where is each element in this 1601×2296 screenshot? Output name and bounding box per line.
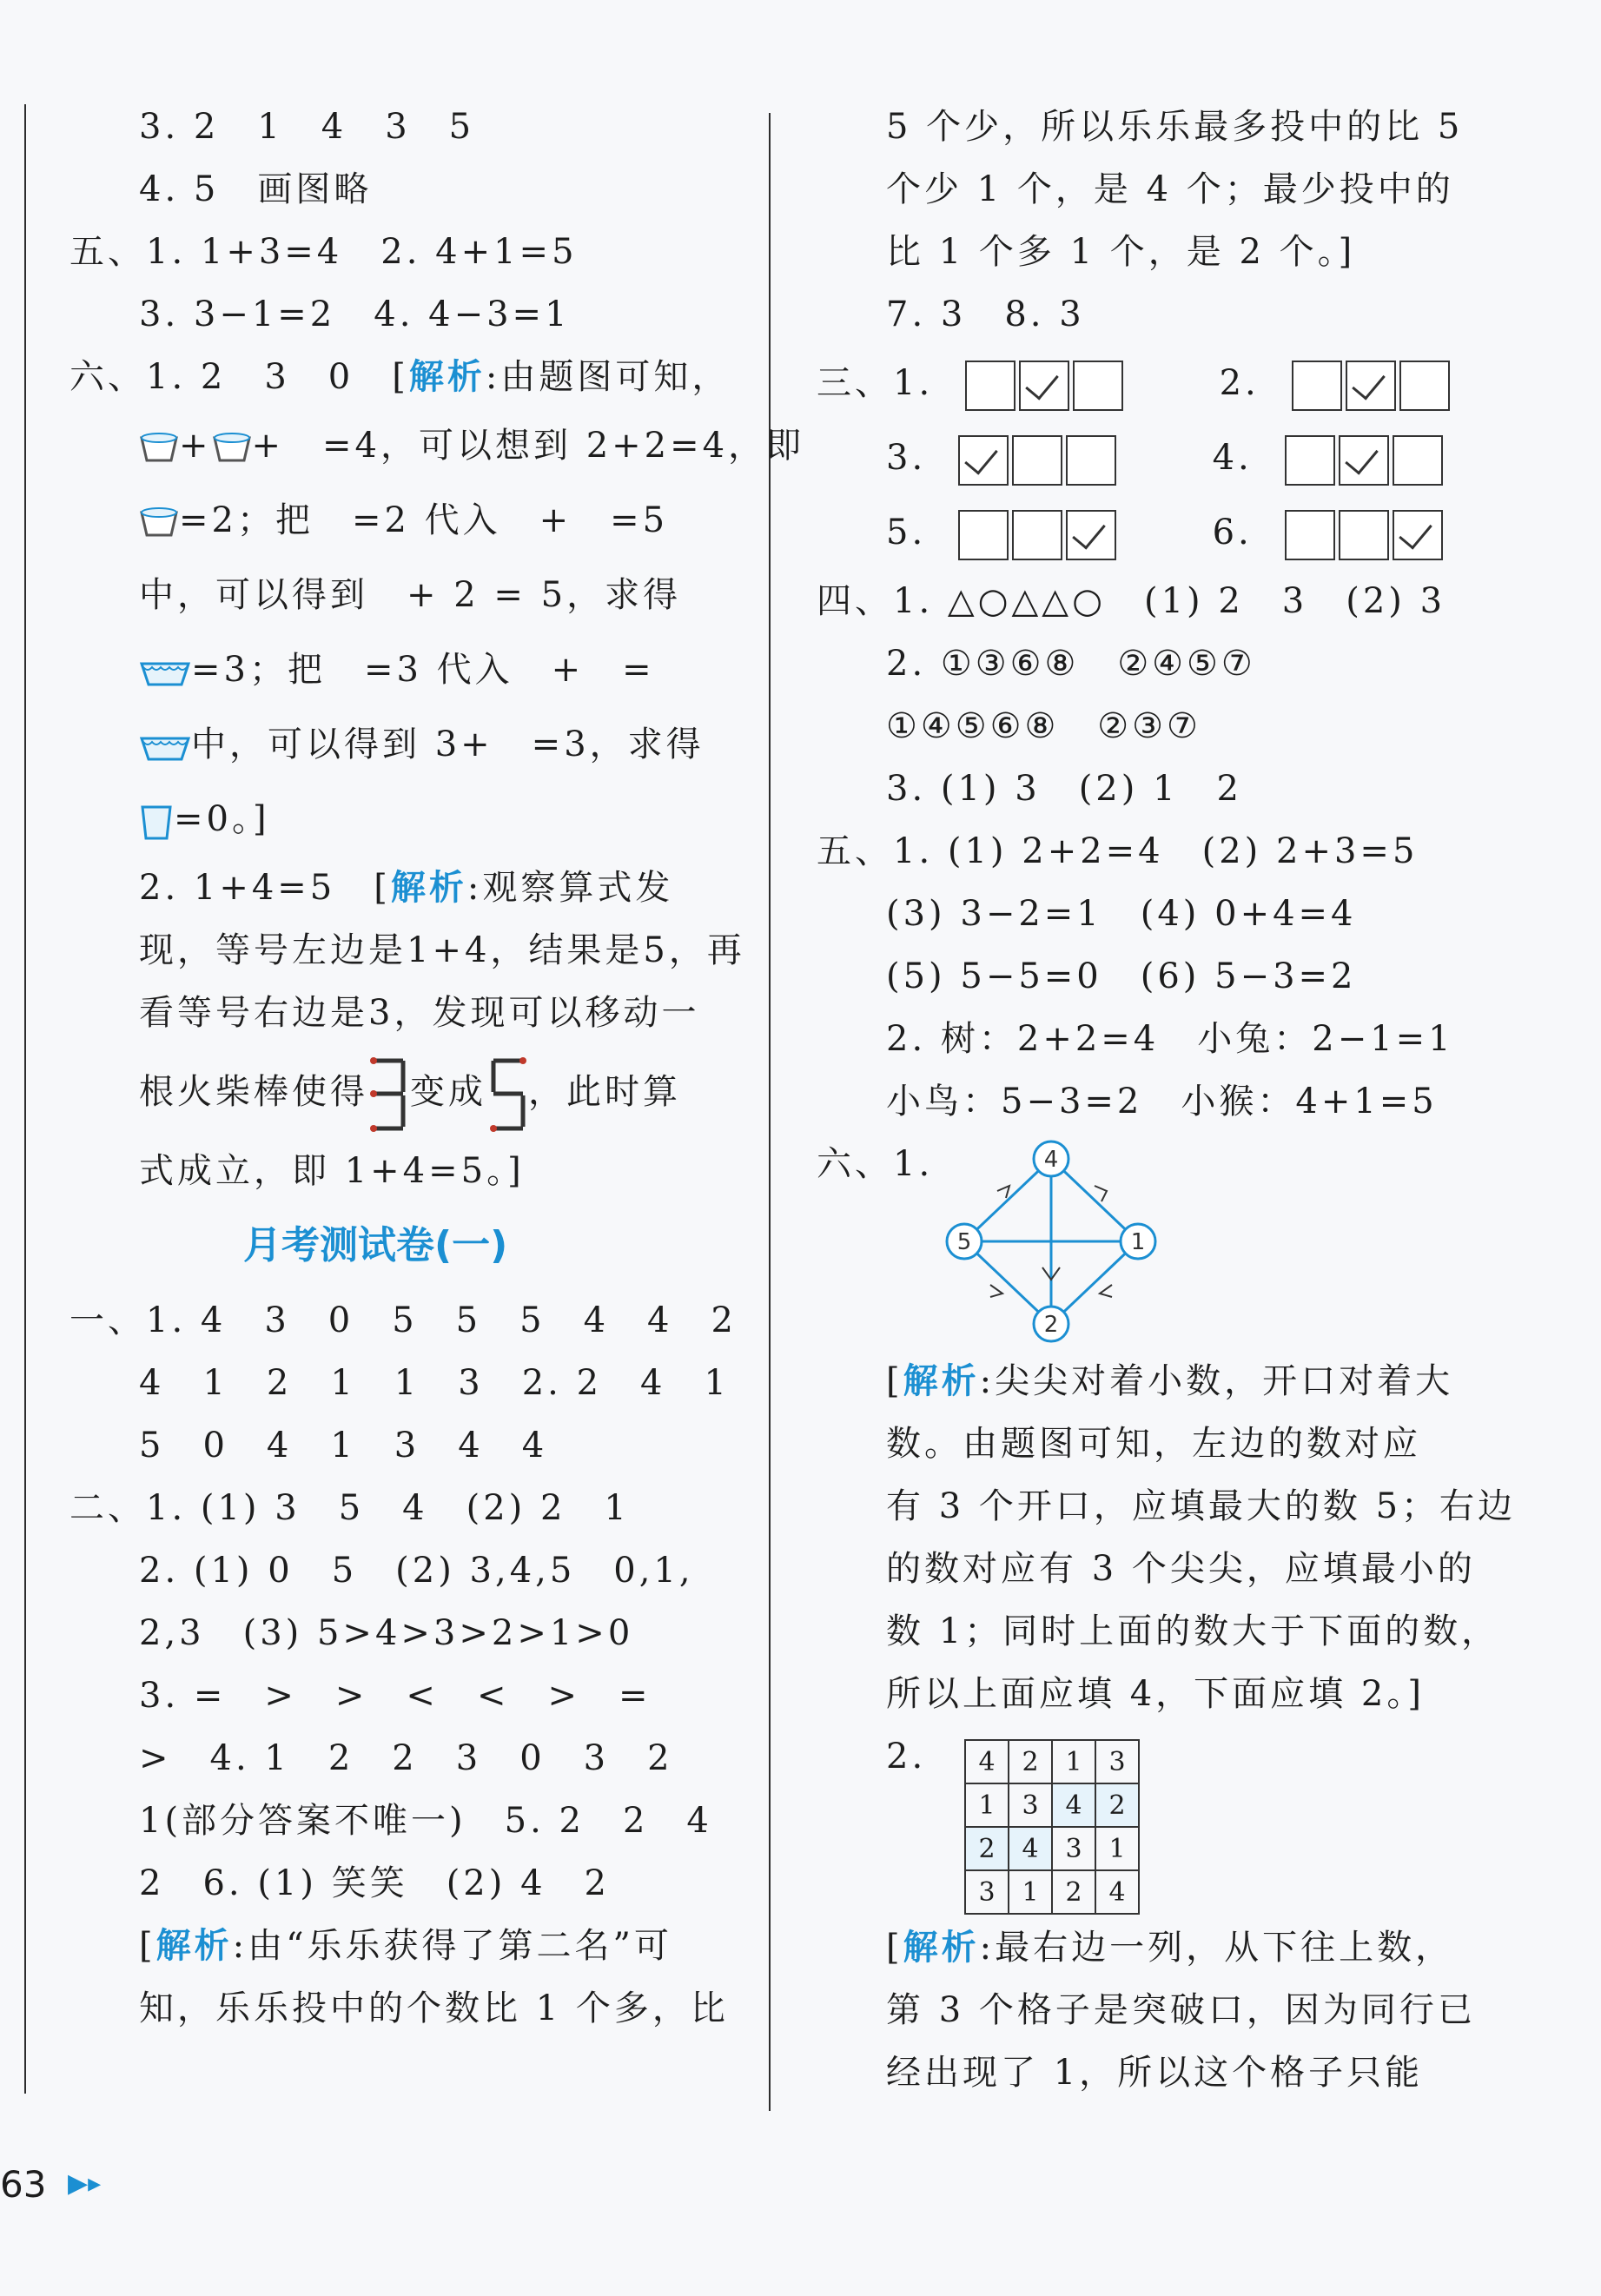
answer-line: (5) 5−5=0 (6) 5−3=2: [886, 956, 1357, 996]
analysis-line: 知，乐乐投中的个数比 1 个多，比: [139, 1988, 729, 2028]
right-column: [817, 96, 1517, 2104]
answer-line: 4. 5 画图略: [139, 169, 373, 209]
node-top: 4: [1043, 1147, 1059, 1173]
check-boxes: [1285, 510, 1446, 560]
box-empty: [1012, 510, 1062, 560]
answer-text: 1.: [893, 1144, 934, 1184]
answer-line: 3. (1) 3 (2) 1 2: [886, 769, 1242, 809]
number-grid: [964, 1739, 1140, 1915]
analysis-line: 第 3 个格子是突破口，因为同行已: [886, 1990, 1476, 2030]
box-empty: [1012, 435, 1062, 486]
answer-line: 2,3 (3) 5>4>3>2>1>0: [139, 1613, 634, 1653]
check-boxes: [1285, 435, 1446, 486]
check-boxes: [958, 435, 1120, 486]
node-left: 5: [956, 1229, 972, 1255]
grid-cell: 2: [1009, 1740, 1052, 1783]
angle-mark: [997, 1186, 1009, 1198]
answer-line: 六、1. 2 3 0 [解析:由题图可知，: [69, 357, 731, 397]
analysis-line: [69, 483, 764, 558]
analysis-line: [解析:由“乐乐获得了第二名”可: [139, 1926, 672, 1966]
analysis-text: =2；把 =2 代入 + =5: [179, 500, 669, 540]
grid-cell: 1: [1052, 1740, 1095, 1783]
section-prefix: 四、: [817, 581, 893, 621]
analysis-label: 解析: [903, 1928, 980, 1968]
analysis-line: 数。由题图可知，左边的数对应: [886, 1424, 1421, 1464]
answer-text: 1. 2 3 0: [146, 357, 354, 397]
analysis-label: 解析: [390, 868, 467, 908]
box-checked: [1393, 510, 1443, 560]
left-edge-line: [24, 104, 26, 2094]
analysis-line: [69, 632, 764, 707]
analysis-text: =0。]: [174, 799, 270, 839]
answer-line: [817, 1133, 933, 1195]
analysis-text: ，此时算: [528, 1072, 681, 1112]
checkbox-row: [817, 495, 1503, 570]
analysis-line: [69, 782, 764, 857]
question-number: 4.: [1212, 438, 1253, 478]
diagram-row: [817, 1133, 1503, 1350]
analysis-text: 中，可以得到 3+ =3，求得: [191, 725, 705, 764]
question-number: 5.: [886, 513, 927, 552]
box-empty: [1393, 435, 1443, 486]
answer-line: 3. 2 1 4 3 5: [139, 107, 475, 147]
box-empty: [1285, 510, 1335, 560]
analysis-text: 由题图可知，: [500, 357, 731, 397]
angle-mark: [990, 1285, 1002, 1297]
analysis-line: 有 3 个开口，应填最大的数 5；右边: [886, 1486, 1517, 1526]
answer-line: [69, 1289, 764, 1352]
analysis-text: 观察算式发: [482, 868, 674, 908]
box-empty: [958, 510, 1009, 560]
section-prefix: 一、: [69, 1300, 146, 1340]
grid-cell: 3: [1095, 1740, 1139, 1783]
answer-line: 小鸟：5−3=2 小猴：4+1=5: [886, 1082, 1438, 1122]
box-checked: [958, 435, 1009, 486]
matchstick-three-icon: [368, 1055, 410, 1134]
diamond-diagram: [938, 1137, 1164, 1346]
answer-line: > 4. 1 2 2 3 0 3 2: [139, 1738, 673, 1778]
answer-line: 2. 1+4=5 [解析:观察算式发: [139, 868, 674, 908]
bowl-large-icon: [139, 655, 191, 690]
page-arrow-icon: ▶▸: [68, 2168, 102, 2199]
grid-cell: 4: [1095, 1870, 1139, 1914]
analysis-label: 解析: [155, 1926, 233, 1966]
analysis-text: 变成: [410, 1072, 486, 1112]
answer-line: (3) 3−2=1 (4) 0+4=4: [886, 894, 1357, 934]
analysis-line: 的数对应有 3 个尖尖，应填最小的: [886, 1549, 1476, 1589]
answer-line: 2. (1) 0 5 (2) 3,4,5 0,1,: [139, 1551, 694, 1591]
answer-text: 2. 1+4=5: [139, 868, 336, 908]
analysis-line: [解析:最右边一列，从下往上数，: [886, 1928, 1454, 1968]
grid-cell: 1: [1009, 1870, 1052, 1914]
grid-row: [965, 1827, 1139, 1870]
page-number: 63: [0, 2163, 47, 2206]
grid-cell: 4: [1009, 1827, 1052, 1870]
grid-cell: 1: [1095, 1827, 1139, 1870]
box-checked: [1346, 361, 1396, 411]
grid-cell: 4: [1052, 1783, 1095, 1827]
grid-cell: 2: [1095, 1783, 1139, 1827]
analysis-label: 解析: [408, 357, 486, 397]
analysis-text: 由“乐乐获得了第二名”可: [248, 1926, 672, 1966]
analysis-line: 中，可以得到 + 2 = 5，求得: [139, 575, 682, 615]
bowl-small-icon: [139, 431, 179, 466]
grid-cell: 4: [965, 1740, 1009, 1783]
grid-row: [965, 1870, 1139, 1914]
bowl-large-icon: [139, 730, 191, 764]
grid-row: [965, 1783, 1139, 1827]
check-boxes: [1292, 361, 1453, 411]
bowl-small-icon: [212, 431, 252, 466]
analysis-text: 尖尖对着小数，开口对着大: [995, 1361, 1454, 1401]
node-right: 1: [1130, 1229, 1146, 1255]
analysis-text: + =4，可以想到 2+2=4，即: [251, 426, 805, 466]
analysis-line: 经出现了 1，所以这个格子只能: [886, 2053, 1424, 2093]
analysis-line: [69, 1044, 764, 1140]
section-prefix: 三、: [817, 363, 893, 403]
answer-line: [69, 221, 764, 283]
box-empty: [1066, 435, 1116, 486]
angle-mark: [1100, 1285, 1112, 1297]
left-column: [69, 96, 805, 2040]
answer-line: 7. 3 8. 3: [886, 294, 1085, 334]
analysis-label: 解析: [903, 1361, 980, 1401]
analysis-line: 看等号右边是3，发现可以移动一: [139, 993, 700, 1033]
answer-line: [69, 1477, 764, 1539]
analysis-line: 5 个少，所以乐乐最多投中的比 5: [886, 107, 1464, 147]
grid-cell: 2: [965, 1827, 1009, 1870]
analysis-line: [69, 707, 764, 782]
box-empty: [1292, 361, 1342, 411]
answer-text: 1. △○△△○ (1) 2 3 (2) 3: [893, 581, 1446, 621]
box-checked: [1339, 435, 1389, 486]
section-prefix: 六、: [817, 1144, 893, 1184]
answer-text: 1. 4 3 0 5 5 5 4 4 2: [146, 1300, 737, 1340]
box-empty: [1285, 435, 1335, 486]
question-number: 6.: [1212, 513, 1253, 552]
answer-line: 3. = > > < < > =: [139, 1676, 652, 1716]
grid-row: [965, 1740, 1139, 1783]
box-empty: [1399, 361, 1450, 411]
analysis-text: 最右边一列，从下往上数，: [995, 1928, 1454, 1968]
node-bottom: 2: [1043, 1312, 1059, 1338]
checkbox-row: [817, 346, 1503, 420]
answer-line: 3. 3−1=2 4. 4−3=1: [139, 294, 571, 334]
matchstick-five-icon: [486, 1055, 528, 1134]
grid-cell: 3: [1052, 1827, 1095, 1870]
check-boxes: [958, 510, 1120, 560]
answer-text: 1. 1+3=4 2. 4+1=5: [146, 232, 578, 272]
section-title: 月考测试卷(一): [243, 1223, 508, 1267]
grid-cell: 3: [1009, 1783, 1052, 1827]
checkbox-row: [817, 420, 1503, 495]
analysis-text: 根火柴棒使得: [139, 1072, 368, 1112]
answer-line: [817, 820, 1503, 883]
analysis-text: =3；把 =3 代入 + =: [191, 650, 655, 690]
grid-cell: 1: [965, 1783, 1009, 1827]
grid-cell: 3: [965, 1870, 1009, 1914]
check-boxes: [965, 361, 1127, 411]
answer-line: [817, 570, 1503, 632]
section-prefix: 五、: [817, 831, 893, 871]
question-number: 1.: [893, 363, 934, 403]
grid-cell: 2: [1052, 1870, 1095, 1914]
analysis-line: 个少 1 个，是 4 个；最少投中的: [886, 169, 1454, 209]
analysis-line: 式成立，即 1+4=5。]: [139, 1151, 525, 1191]
box-empty: [1339, 510, 1389, 560]
answer-line: 4 1 2 1 1 3 2. 2 4 1: [139, 1363, 730, 1403]
analysis-line: + + =4，可以想到 2+2=4，即: [69, 408, 764, 483]
question-number: 3.: [886, 438, 927, 478]
answer-line: 2.: [886, 1737, 927, 1777]
answer-text: 1. (1) 2+2=4 (2) 2+3=5: [893, 831, 1419, 871]
answer-line: 1(部分答案不唯一) 5. 2 2 4: [139, 1801, 712, 1841]
analysis-line: 所以上面应填 4，下面应填 2。]: [886, 1674, 1425, 1714]
cup-icon: [139, 802, 174, 842]
answer-line: ①④⑤⑥⑧ ②③⑦: [886, 706, 1201, 746]
analysis-line: 现，等号左边是1+4，结果是5，再: [139, 930, 745, 970]
analysis-line: 比 1 个多 1 个，是 2 个。]: [886, 232, 1356, 272]
section-prefix: 六、: [69, 357, 146, 397]
bowl-small-icon: [139, 506, 179, 540]
question-number: 2.: [1219, 363, 1260, 403]
box-checked: [1019, 361, 1069, 411]
angle-mark: [1095, 1186, 1107, 1201]
box-checked: [1066, 510, 1116, 560]
answer-line: 5 0 4 1 3 4 4: [139, 1426, 548, 1466]
box-empty: [965, 361, 1016, 411]
answer-line: 2. 树：2+2=4 小兔：2−1=1: [886, 1019, 1454, 1059]
box-empty: [1073, 361, 1123, 411]
answer-line: 2. ①③⑥⑧ ②④⑤⑦: [886, 644, 1256, 684]
analysis-line: [解析:尖尖对着小数，开口对着大: [886, 1361, 1454, 1401]
answer-line: 2 6. (1) 笑笑 (2) 4 2: [139, 1863, 610, 1903]
answer-text: 1. (1) 3 5 4 (2) 2 1: [146, 1488, 630, 1528]
section-prefix: 五、: [69, 232, 146, 272]
section-prefix: 二、: [69, 1488, 146, 1528]
analysis-line: 数 1；同时上面的数大于下面的数，: [886, 1611, 1500, 1651]
grid-row: [817, 1725, 1503, 1916]
